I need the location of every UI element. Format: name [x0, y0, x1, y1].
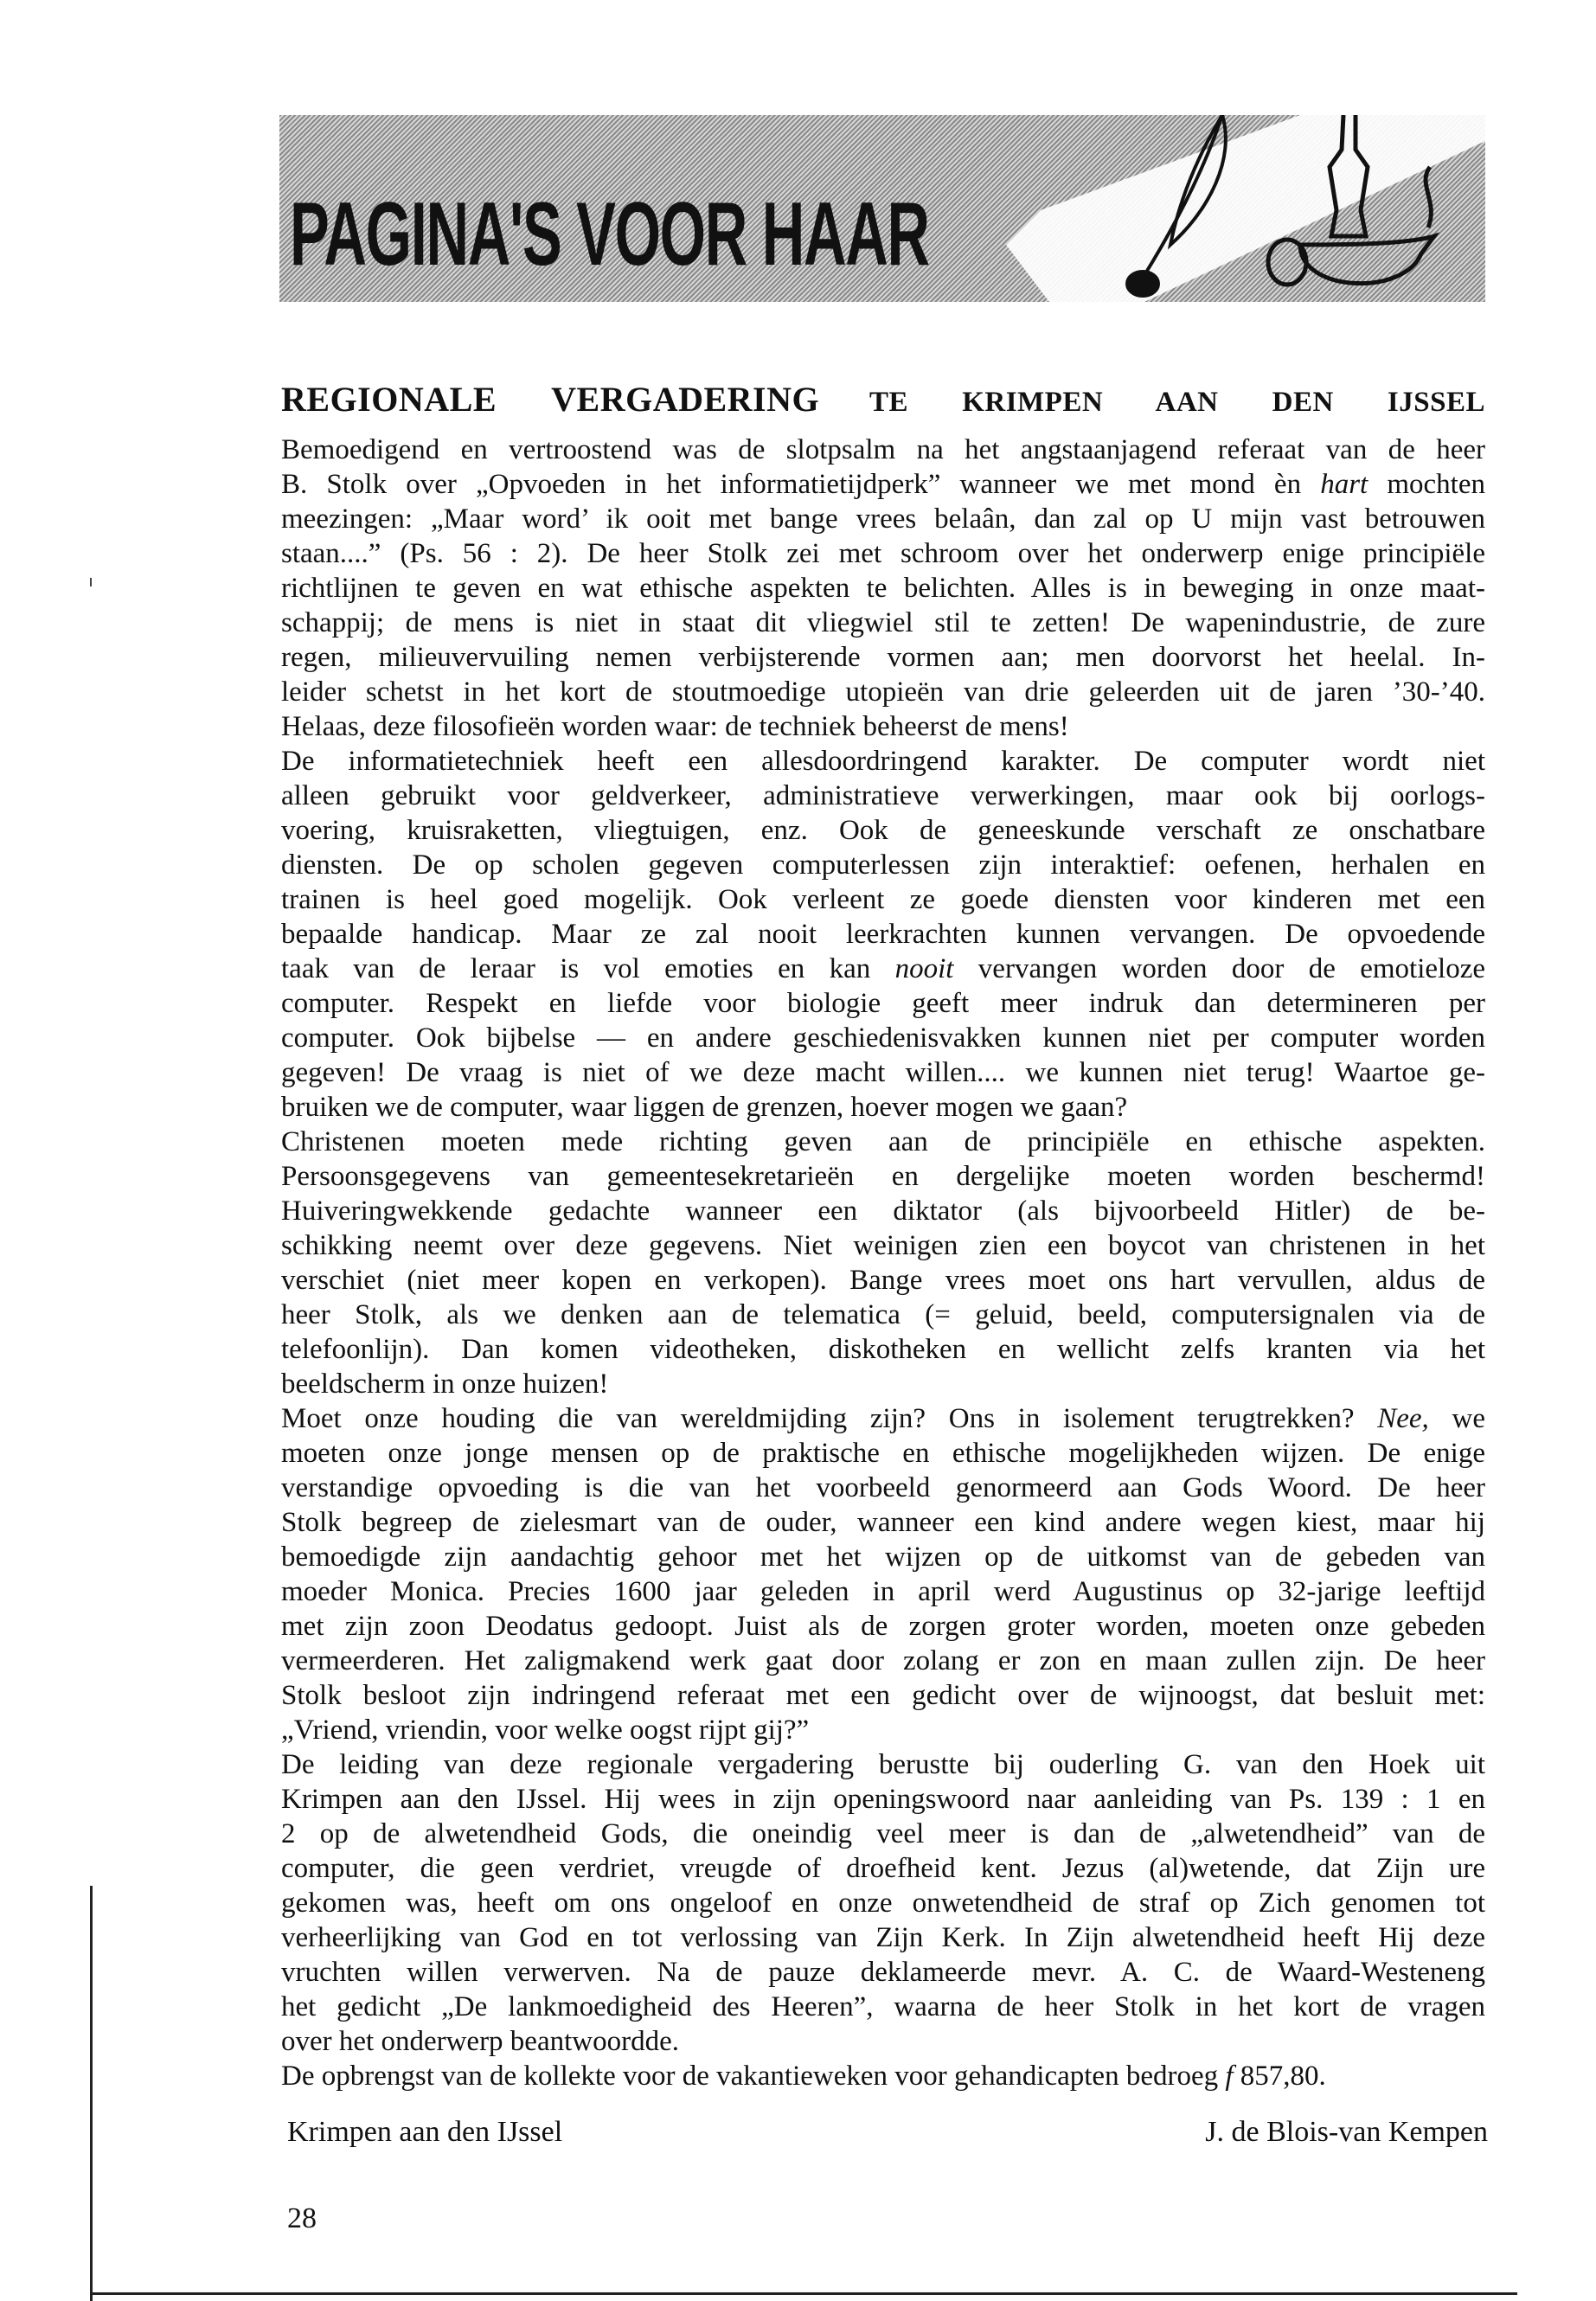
text-line: bemoedigde zijn aandachtig gehoor met het wijzen op de uitkomst van de gebeden van [281, 1541, 1485, 1573]
oil-lamp-icon [1268, 115, 1434, 285]
text-line [281, 467, 1485, 502]
text-line: over het onderwerp beantwoordde. [281, 2026, 679, 2057]
text-line: verheerlijking van God en tot verlossing van Zijn Kerk. In Zijn alwetendheid heeft Hij deze [281, 1922, 1485, 1953]
paragraph [281, 1401, 1485, 1747]
italic-text: nooit [894, 953, 954, 984]
text-line: moeten onze jonge mensen op de praktische en ethische mogelijkheden wijzen. De enige [281, 1438, 1485, 1469]
text-line: heer Stolk, als we denken aan de telematica (= geluid, beeld, computersignalen via de [281, 1299, 1485, 1330]
footer-place: Krimpen aan den IJssel [287, 2116, 563, 2148]
scan-mark [90, 578, 92, 586]
text-line: De leiding van deze regionale vergadering berustte bij ouderling G. van den Hoek uit [281, 1749, 1485, 1780]
quill-and-lamp-icon [279, 115, 1485, 302]
text-line: „Vriend, vriendin, voor welke oogst rijpt gij?” [281, 1715, 810, 1746]
text-segment: mochten [1368, 469, 1485, 500]
paragraph [281, 1747, 1485, 2059]
footer-author: J. de Blois-van Kempen [1205, 2116, 1488, 2148]
page-number: 28 [287, 2202, 317, 2234]
text-line: beeldscherm in onze huizen! [281, 1368, 609, 1400]
text-line: staan....” (Ps. 56 : 2). De heer Stolk zei met schroom over het onderwerp enige principiële [281, 538, 1485, 569]
banner-title: PAGINA'S VOOR HAAR [290, 184, 929, 285]
text-segment: vervangen worden door de emotieloze [953, 953, 1485, 984]
text-segment: taak van de leraar is vol emoties en kan [281, 953, 895, 984]
text-line: het gedicht „De lankmoedigheid des Heeren”, waarna de heer Stolk in het kort de vragen [281, 1991, 1485, 2022]
text-line: Krimpen aan den IJssel. Hij wees in zijn openingswoord naar aanleiding van Ps. 139 : 1 en [281, 1784, 1485, 1815]
text-line [281, 2059, 1485, 2093]
text-line: meezingen: „Maar word’ ik ooit met bange vrees belaân, dan zal op U mijn vast betrouwen [281, 503, 1485, 535]
text-line: moeder Monica. Precies 1600 jaar geleden in april werd Augustinus op 32-jarige leeftijd [281, 1576, 1485, 1607]
text-line: vruchten willen verwerven. Na de pauze deklameerde mevr. A. C. de Waard-Westeneng [281, 1957, 1485, 1988]
quill-icon [1127, 115, 1226, 296]
text-line: alleen gebruikt voor geldverkeer, administratieve verwerkingen, maar ook bij oorlogs- [281, 780, 1485, 811]
text-line: gekomen was, heeft om ons ongeloof en onze onwetendheid de straf op Zich genomen tot [281, 1888, 1485, 1919]
text-line [281, 952, 1485, 986]
paragraph [281, 433, 1485, 744]
italic-text: f [1225, 2061, 1234, 2092]
text-line: Stolk begreep de zielesmart van de ouder, wanneer een kind andere wegen kiest, maar hij [281, 1507, 1485, 1538]
text-line: bruiken we de computer, waar liggen de grenzen, hoever mogen we gaan? [281, 1092, 1128, 1123]
text-segment: B. Stolk over „Opvoeden in het informatietijdperk” wanneer we met mond èn [281, 469, 1321, 500]
text-line: schappij; de mens is niet in staat dit vliegwiel stil te zetten! De wapenindustrie, de zure [281, 607, 1485, 638]
paragraph [281, 2059, 1485, 2093]
text-line: bepaalde handicap. Maar ze zal nooit leerkrachten kunnen vervangen. De opvoedende [281, 919, 1485, 950]
text-line: voering, kruisraketten, vliegtuigen, enz. Ook de geneeskunde verschaft ze onschatbare [281, 815, 1485, 846]
text-line: Bemoedigend en vertroostend was de slotpsalm na het angstaanjagend referaat van de heer [281, 434, 1485, 465]
text-line: computer, die geen verdriet, vreugde of droefheid kent. Jezus (al)wetende, dat Zijn ure [281, 1853, 1485, 1884]
text-line: telefoonlijn). Dan komen videotheken, diskotheken en wellicht zelfs kranten via het [281, 1334, 1485, 1365]
text-line: Christenen moeten mede richting geven aan de principiële en ethische aspekten. [281, 1126, 1485, 1157]
article-body [281, 433, 1485, 2093]
text-line: Persoonsgegevens van gemeentesekretarieën en dergelijke moeten worden beschermd! [281, 1161, 1485, 1192]
text-line: trainen is heel goed mogelijk. Ook verleent ze goede diensten voor kinderen met een [281, 884, 1485, 915]
text-line: regen, milieuvervuiling nemen verbijsterende vormen aan; men doorvorst het heelal. In- [281, 642, 1485, 673]
text-line: richtlijnen te geven en wat ethische aspekten te belichten. Alles is in beweging in onze maat- [281, 573, 1485, 604]
text-line: computer. Ook bijbelse — en andere geschiedenisvakken kunnen niet per computer worden [281, 1022, 1485, 1054]
header-banner [279, 115, 1485, 302]
text-line: verschiet (niet meer kopen en verkopen). Bange vrees moet ons hart vervullen, aldus de [281, 1265, 1485, 1296]
text-line [281, 1401, 1485, 1436]
text-line: De informatietechniek heeft een allesdoordringend karakter. De computer wordt niet [281, 746, 1485, 777]
text-line: Helaas, deze filosofieën worden waar: de techniek beheerst de mens! [281, 711, 1069, 742]
text-line: met zijn zoon Deodatus gedoopt. Juist als de zorgen groter worden, moeten onze gebeden [281, 1611, 1485, 1642]
paragraph [281, 744, 1485, 1125]
heading-main: REGIONALE VERGADERING [281, 380, 820, 419]
paragraph [281, 1125, 1485, 1401]
page-edge-horizontal [90, 2292, 1517, 2295]
text-segment: De opbrengst van de kollekte voor de vakantieweken voor gehandicapten bedroeg [281, 2061, 1226, 2092]
text-segment: we [1428, 1403, 1485, 1434]
text-line: Stolk besloot zijn indringend referaat met een gedicht over de wijnoogst, dat besluit met: [281, 1680, 1485, 1711]
text-line: leider schetst in het kort de stoutmoedige utopieën van drie geleerden uit de jaren ’30-’40. [281, 676, 1485, 708]
italic-text: Nee, [1377, 1403, 1429, 1434]
text-line: schikking neemt over deze gegevens. Niet weinigen zien een boycot van christenen in het [281, 1230, 1485, 1261]
text-line: computer. Respekt en liefde voor biologie geeft meer indruk dan determineren per [281, 988, 1485, 1019]
text-line: Huiveringwekkende gedachte wanneer een diktator (als bijvoorbeeld Hitler) de be- [281, 1195, 1485, 1227]
text-line: vermeerderen. Het zaligmakend werk gaat door zolang er zon en maan zullen zijn. De heer [281, 1645, 1485, 1676]
text-line: gegeven! De vraag is niet of we deze macht willen.... we kunnen niet terug! Waartoe ge- [281, 1057, 1485, 1088]
italic-text: hart [1320, 469, 1368, 500]
text-line: diensten. De op scholen gegeven computerlessen zijn interaktief: oefenen, herhalen en [281, 849, 1485, 881]
text-line: 2 op de alwetendheid Gods, die oneindig veel meer is dan de „alwetendheid” van de [281, 1818, 1485, 1849]
heading-sub: TE KRIMPEN AAN DEN IJSSEL [869, 387, 1486, 418]
article-heading [281, 379, 1485, 420]
page-edge-vertical [90, 1886, 93, 2301]
text-segment: Moet onze houding die van wereldmijding zijn? Ons in isolement terugtrekken? [281, 1403, 1378, 1434]
text-segment: 857,80. [1233, 2061, 1326, 2092]
text-line: verstandige opvoeding is die van het voorbeeld genormeerd aan Gods Woord. De heer [281, 1472, 1485, 1503]
